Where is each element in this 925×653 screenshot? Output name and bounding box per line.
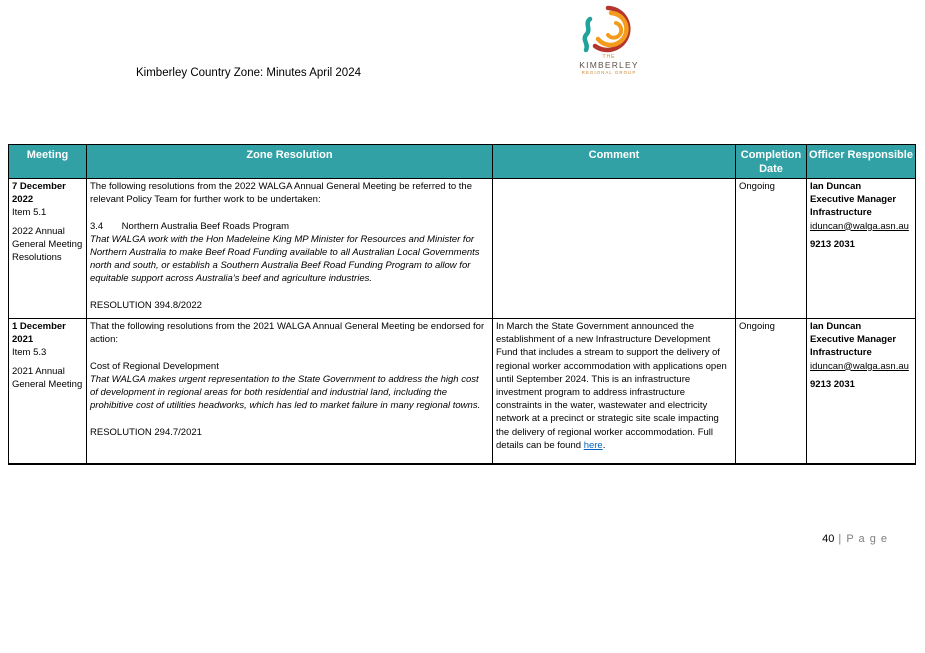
text-segment: That WALGA work with the Hon Madeleine King MP Minister for Resources and Minister for Northern Australia to make Beef Road Funding available to all Australian Local Governments north and south, or establish a Southern Australia Beef Road Funding Program to allow for equitable support across Australia’s beef and agriculture industries. bbox=[90, 233, 480, 285]
page-title: Kimberley Country Zone: Minutes April 2024 bbox=[136, 67, 361, 79]
text-segment: 9213 2031 bbox=[810, 238, 855, 250]
text-segment: 9213 2031 bbox=[810, 378, 855, 390]
kimberley-regional-group-logo bbox=[570, 5, 648, 76]
paragraph bbox=[496, 320, 732, 452]
text-segment: 7 December 2022 bbox=[12, 181, 66, 206]
text-segment: Infrastructure bbox=[810, 347, 872, 359]
cell-officer-responsible bbox=[807, 319, 916, 464]
page-number-label: | P a g e bbox=[834, 533, 888, 545]
cell-zone-resolution bbox=[87, 319, 493, 464]
page-number bbox=[822, 533, 888, 545]
officer-email-link[interactable]: iduncan@walga.asn.au bbox=[810, 360, 909, 372]
text-segment bbox=[90, 207, 93, 218]
text-segment: Executive Manager bbox=[810, 334, 897, 346]
paragraph bbox=[12, 365, 83, 391]
paragraph bbox=[810, 193, 912, 206]
text-segment: 3.4 Northern Australia Beef Roads Program bbox=[90, 220, 290, 232]
text-segment: Item 5.1 bbox=[12, 207, 47, 219]
paragraph bbox=[739, 180, 803, 193]
paragraph bbox=[12, 180, 83, 206]
text-segment: 2022 Annual General Meeting Resolutions bbox=[12, 225, 83, 264]
paragraph bbox=[810, 238, 912, 251]
paragraph bbox=[810, 180, 912, 193]
text-segment: . bbox=[602, 439, 606, 451]
cell-comment bbox=[493, 179, 736, 319]
paragraph bbox=[810, 220, 912, 233]
text-segment: 2021 Annual General Meeting bbox=[12, 365, 83, 390]
logo-text-kimberley: KIMBERLEY bbox=[579, 60, 639, 70]
text-segment: Ian Duncan bbox=[810, 321, 862, 332]
paragraph bbox=[90, 233, 489, 286]
paragraph bbox=[90, 360, 489, 373]
text-segment: Item 5.3 bbox=[12, 347, 47, 359]
text-segment: That the following resolutions from the 2021 WALGA Annual General Meeting be endorsed for action: bbox=[90, 321, 485, 346]
cell-completion-date bbox=[736, 319, 807, 464]
paragraph bbox=[12, 206, 83, 219]
paragraph bbox=[810, 346, 912, 359]
header-officer-responsible: Officer Responsible bbox=[807, 145, 916, 179]
table-header bbox=[9, 145, 916, 179]
minutes-table bbox=[8, 144, 916, 465]
paragraph bbox=[90, 373, 489, 413]
page-number-value: 40 bbox=[822, 533, 835, 545]
logo-text-regional-group: REGIONAL GROUP bbox=[581, 70, 637, 75]
paragraph bbox=[90, 426, 489, 439]
paragraph bbox=[90, 346, 489, 359]
cell-comment bbox=[493, 319, 736, 464]
header-row bbox=[9, 145, 916, 179]
text-segment: Cost of Regional Development bbox=[90, 360, 219, 372]
paragraph bbox=[810, 206, 912, 219]
text-segment: Ongoing bbox=[739, 321, 775, 332]
paragraph bbox=[810, 320, 912, 333]
paragraph bbox=[12, 346, 83, 359]
paragraph bbox=[810, 360, 912, 373]
paragraph bbox=[12, 225, 83, 265]
text-segment: Ongoing bbox=[739, 181, 775, 192]
text-segment bbox=[90, 347, 93, 358]
here-link[interactable]: here bbox=[583, 439, 603, 451]
text-segment: RESOLUTION 294.7/2021 bbox=[90, 426, 202, 438]
cell-meeting bbox=[9, 319, 87, 464]
paragraph bbox=[739, 320, 803, 333]
paragraph bbox=[90, 206, 489, 219]
text-segment: 1 December 2021 bbox=[12, 321, 66, 346]
cell-meeting bbox=[9, 179, 87, 319]
officer-email-link[interactable]: iduncan@walga.asn.au bbox=[810, 220, 909, 232]
text-segment: In March the State Government announced the establishment of a new Infrastructure Development Fund that includes a stream to support the delivery of regional worker accommodation with applications open until September 2024. This is an infrastructure investment program to address infrastructure constraints in the water, wastewater and electricity network at a precinct or strategic site scale impacting the delivery of regional worker accommodation. Full details can be found bbox=[496, 321, 727, 451]
header-completion-date: Completion Date bbox=[736, 145, 807, 179]
header-meeting: Meeting bbox=[9, 145, 87, 179]
paragraph bbox=[90, 220, 489, 233]
header-comment: Comment bbox=[493, 145, 736, 179]
text-segment: Executive Manager bbox=[810, 194, 897, 206]
text-segment: Infrastructure bbox=[810, 207, 872, 219]
text-segment: RESOLUTION 394.8/2022 bbox=[90, 299, 202, 311]
paragraph bbox=[90, 286, 489, 299]
text-segment: That WALGA makes urgent representation to the State Government to address the high cost of development in regional areas for both residential and industrial land, including the prohibitive cost of utilities headworks, which has led to market failure in many regional towns. bbox=[90, 373, 481, 412]
cell-completion-date bbox=[736, 179, 807, 319]
paragraph bbox=[90, 320, 489, 346]
logo-text-the: THE bbox=[602, 54, 616, 60]
logo-swirl-icon bbox=[578, 5, 640, 55]
text-segment bbox=[90, 287, 93, 298]
text-segment: The following resolutions from the 2022 WALGA Annual General Meeting be referred to the relevant Policy Team for further work to be undertaken: bbox=[90, 181, 472, 206]
table-row bbox=[9, 319, 916, 464]
paragraph bbox=[90, 299, 489, 312]
paragraph bbox=[12, 320, 83, 346]
paragraph bbox=[90, 412, 489, 425]
paragraph bbox=[810, 378, 912, 391]
paragraph bbox=[810, 333, 912, 346]
header-zone-resolution: Zone Resolution bbox=[87, 145, 493, 179]
cell-officer-responsible bbox=[807, 179, 916, 319]
text-segment bbox=[90, 413, 93, 424]
table-row bbox=[9, 179, 916, 319]
cell-zone-resolution bbox=[87, 179, 493, 319]
text-segment: Ian Duncan bbox=[810, 181, 862, 192]
table-body bbox=[9, 179, 916, 464]
paragraph bbox=[90, 180, 489, 206]
